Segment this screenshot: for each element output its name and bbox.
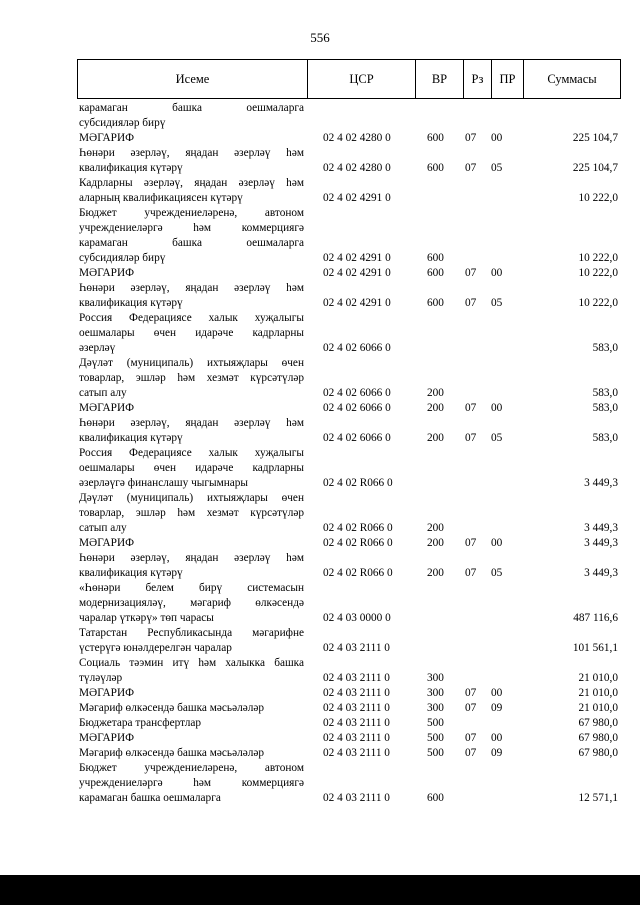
row-name xyxy=(79,656,304,686)
row-name-line: МӘГАРИФ xyxy=(79,537,135,549)
row-vr: 500 xyxy=(427,732,444,744)
row-name xyxy=(79,101,304,131)
table-row xyxy=(79,446,624,491)
row-name-line: Социаль тәэмин итү һәм халыкка башка xyxy=(79,657,304,669)
row-name-line: МӘГАРИФ xyxy=(79,687,135,699)
row-name-line: Һөнәри әзерләү, яңадан әзерләү һәм xyxy=(79,282,304,294)
row-vr: 600 xyxy=(427,162,444,174)
row-csr: 02 4 02 R066 0 xyxy=(323,537,393,549)
table-row xyxy=(79,176,624,206)
row-name-line: квалификация күтәрү xyxy=(79,432,183,444)
row-name-line: товарлар, эшләр һәм хезмәт күрсәтүләр xyxy=(79,507,304,519)
row-rz: 07 xyxy=(465,267,477,279)
row-name-line: субсидияләр бирү xyxy=(79,117,166,129)
row-name-line: квалификация күтәрү xyxy=(79,162,183,174)
row-sum: 583,0 xyxy=(592,387,618,399)
scan-border xyxy=(0,875,640,905)
row-csr: 02 4 02 6066 0 xyxy=(323,342,391,354)
header-rz: Рз xyxy=(464,60,492,98)
table-row xyxy=(79,206,624,266)
table-row xyxy=(79,131,624,146)
row-rz: 07 xyxy=(465,747,477,759)
row-name-line: әзерләүгә финанслашу чыгымнары xyxy=(79,477,249,489)
row-name xyxy=(79,761,304,806)
row-rz: 07 xyxy=(465,297,477,309)
row-sum: 10 222,0 xyxy=(578,252,618,264)
row-pr: 05 xyxy=(491,297,503,309)
row-rz: 07 xyxy=(465,132,477,144)
row-csr: 02 4 02 4280 0 xyxy=(323,162,391,174)
row-sum: 67 980,0 xyxy=(578,747,618,759)
row-name xyxy=(79,131,304,146)
row-pr: 00 xyxy=(491,732,503,744)
row-name-line: МӘГАРИФ xyxy=(79,132,135,144)
row-name-line: Россия Федерациясе халык хуҗалыгы xyxy=(79,447,304,459)
row-rz: 07 xyxy=(465,732,477,744)
row-name xyxy=(79,206,304,266)
row-name-line: товарлар, эшләр һәм хезмәт күрсәтүләр xyxy=(79,372,304,384)
row-name-line: учреждениеләргә һәм коммерциягә xyxy=(79,222,304,234)
row-name xyxy=(79,746,304,761)
row-name-line: Һөнәри әзерләү, яңадан әзерләү һәм xyxy=(79,147,304,159)
row-name xyxy=(79,416,304,446)
table-row xyxy=(79,356,624,401)
table-row xyxy=(79,416,624,446)
row-name xyxy=(79,446,304,491)
row-name-line: сатып алу xyxy=(79,387,127,399)
table-row xyxy=(79,536,624,551)
row-csr: 02 4 02 6066 0 xyxy=(323,387,391,399)
row-name xyxy=(79,716,304,731)
row-rz: 07 xyxy=(465,432,477,444)
row-name xyxy=(79,176,304,206)
row-sum: 21 010,0 xyxy=(578,687,618,699)
row-name xyxy=(79,686,304,701)
row-vr: 600 xyxy=(427,252,444,264)
page-number: 556 xyxy=(310,30,330,45)
row-vr: 600 xyxy=(427,267,444,279)
row-pr: 00 xyxy=(491,687,503,699)
row-csr: 02 4 02 4291 0 xyxy=(323,252,391,264)
row-vr: 600 xyxy=(427,792,444,804)
table-row xyxy=(79,266,624,281)
row-name-line: Бюджетара трансфертлар xyxy=(79,717,202,729)
row-sum: 3 449,3 xyxy=(584,477,618,489)
row-pr: 00 xyxy=(491,132,503,144)
row-rz: 07 xyxy=(465,162,477,174)
row-name-line: модернизацияләү, мәгариф өлкәсендә xyxy=(79,597,304,609)
row-name xyxy=(79,581,304,626)
row-csr: 02 4 02 R066 0 xyxy=(323,567,393,579)
table-row xyxy=(79,656,624,686)
row-sum: 3 449,3 xyxy=(584,567,618,579)
row-sum: 225 104,7 xyxy=(572,132,618,144)
row-sum: 12 571,1 xyxy=(578,792,618,804)
table-row xyxy=(79,101,624,131)
row-name xyxy=(79,701,304,716)
row-sum: 21 010,0 xyxy=(578,702,618,714)
table-body xyxy=(79,101,624,806)
row-vr: 300 xyxy=(427,702,444,714)
table-row xyxy=(79,731,624,746)
row-name xyxy=(79,311,304,356)
row-csr: 02 4 03 2111 0 xyxy=(323,717,390,729)
row-rz: 07 xyxy=(465,567,477,579)
row-name xyxy=(79,626,304,656)
row-name-line: карамаган башка оешмаларга xyxy=(79,237,304,249)
row-name-line: учреждениеләргә һәм коммерциягә xyxy=(79,777,304,789)
row-csr: 02 4 03 2111 0 xyxy=(323,792,390,804)
table-row xyxy=(79,701,624,716)
row-name-line: Кадрларны әзерләү, яңадан әзерләү һәм xyxy=(79,177,304,189)
row-vr: 600 xyxy=(427,297,444,309)
row-vr: 200 xyxy=(427,522,444,534)
row-name-line: Мәгариф өлкәсендә башка мәсьәләләр xyxy=(79,702,265,714)
row-csr: 02 4 02 4291 0 xyxy=(323,192,391,204)
row-name-line: Россия Федерациясе халык хуҗалыгы xyxy=(79,312,304,324)
row-vr: 200 xyxy=(427,387,444,399)
row-name-line: Татарстан Республикасында мәгарифне xyxy=(79,627,304,639)
row-vr: 500 xyxy=(427,717,444,729)
table-row xyxy=(79,626,624,656)
row-name-line: квалификация күтәрү xyxy=(79,567,183,579)
table-row xyxy=(79,311,624,356)
row-vr: 600 xyxy=(427,132,444,144)
row-sum: 10 222,0 xyxy=(578,297,618,309)
row-name-line: МӘГАРИФ xyxy=(79,402,135,414)
row-pr: 05 xyxy=(491,567,503,579)
row-sum: 21 010,0 xyxy=(578,672,618,684)
row-csr: 02 4 03 2111 0 xyxy=(323,747,390,759)
row-sum: 3 449,3 xyxy=(584,522,618,534)
row-name xyxy=(79,536,304,551)
row-name-line: Бюджет учреждениеләренә, автоном xyxy=(79,207,304,219)
row-name xyxy=(79,281,304,311)
row-csr: 02 4 02 6066 0 xyxy=(323,432,391,444)
row-name-line: Мәгариф өлкәсендә башка мәсьәләләр xyxy=(79,747,265,759)
row-name-line: оешмалары өчен идарәче кадрларны xyxy=(79,327,304,339)
row-pr: 09 xyxy=(491,702,503,714)
row-csr: 02 4 02 4291 0 xyxy=(323,297,391,309)
row-rz: 07 xyxy=(465,687,477,699)
row-csr: 02 4 02 R066 0 xyxy=(323,522,393,534)
row-sum: 487 116,6 xyxy=(573,612,618,624)
table-row xyxy=(79,401,624,416)
row-rz: 07 xyxy=(465,537,477,549)
row-name-line: МӘГАРИФ xyxy=(79,267,135,279)
row-name-line: Һөнәри әзерләү, яңадан әзерләү һәм xyxy=(79,552,304,564)
row-pr: 00 xyxy=(491,267,503,279)
row-name xyxy=(79,491,304,536)
row-name xyxy=(79,731,304,746)
row-pr: 05 xyxy=(491,432,503,444)
row-name-line: карамаган башка оешмаларга xyxy=(79,102,304,114)
row-csr: 02 4 03 2111 0 xyxy=(323,702,390,714)
row-name-line: Дәүләт (муниципаль) ихтыяҗлары өчен xyxy=(79,357,304,369)
row-sum: 10 222,0 xyxy=(578,267,618,279)
row-rz: 07 xyxy=(465,702,477,714)
row-sum: 67 980,0 xyxy=(578,717,618,729)
row-vr: 300 xyxy=(427,672,444,684)
row-pr: 00 xyxy=(491,402,503,414)
row-name-line: чаралар үткәрү» төп чарасы xyxy=(79,612,214,624)
row-vr: 500 xyxy=(427,747,444,759)
row-vr: 300 xyxy=(427,687,444,699)
row-name-line: субсидияләр бирү xyxy=(79,252,166,264)
table-row xyxy=(79,146,624,176)
row-vr: 200 xyxy=(427,402,444,414)
row-csr: 02 4 02 6066 0 xyxy=(323,402,391,414)
row-sum: 101 561,1 xyxy=(572,642,618,654)
row-sum: 583,0 xyxy=(592,342,618,354)
row-name xyxy=(79,551,304,581)
row-name-line: «Һөнәри белем бирү системасын xyxy=(79,582,304,594)
row-name xyxy=(79,266,304,281)
header-name: Исеме xyxy=(78,60,308,98)
row-name-line: әзерләү xyxy=(79,342,116,354)
row-sum: 10 222,0 xyxy=(578,192,618,204)
row-csr: 02 4 03 2111 0 xyxy=(323,642,390,654)
row-vr: 200 xyxy=(427,567,444,579)
header-csr: ЦСР xyxy=(308,60,416,98)
row-vr: 200 xyxy=(427,537,444,549)
row-csr: 02 4 03 0000 0 xyxy=(323,612,391,624)
table-row xyxy=(79,761,624,806)
table-row xyxy=(79,491,624,536)
table-header xyxy=(77,59,621,99)
row-name-line: Һөнәри әзерләү, яңадан әзерләү һәм xyxy=(79,417,304,429)
table-row xyxy=(79,686,624,701)
header-sum: Суммасы xyxy=(547,72,597,86)
row-name-line: түләүләр xyxy=(79,672,123,684)
row-pr: 00 xyxy=(491,537,503,549)
row-name-line: Бюджет учреждениеләренә, автоном xyxy=(79,762,304,774)
row-csr: 02 4 02 4280 0 xyxy=(323,132,391,144)
row-pr: 09 xyxy=(491,747,503,759)
row-vr: 200 xyxy=(427,432,444,444)
row-sum: 3 449,3 xyxy=(584,537,618,549)
header-vr: ВР xyxy=(416,60,464,98)
row-pr: 05 xyxy=(491,162,503,174)
row-name xyxy=(79,146,304,176)
row-sum: 67 980,0 xyxy=(578,732,618,744)
row-rz: 07 xyxy=(465,402,477,414)
row-csr: 02 4 02 R066 0 xyxy=(323,477,393,489)
table-row xyxy=(79,551,624,581)
row-sum: 583,0 xyxy=(592,432,618,444)
row-name xyxy=(79,356,304,401)
row-csr: 02 4 02 4291 0 xyxy=(323,267,391,279)
row-name-line: үстерүгә юнәлдерелгән чаралар xyxy=(79,642,232,654)
row-name-line: МӘГАРИФ xyxy=(79,732,135,744)
header-pr: ПР xyxy=(492,60,524,98)
row-name-line: аларның квалификациясен күтәрү xyxy=(79,192,243,204)
table-row xyxy=(79,281,624,311)
row-name-line: сатып алу xyxy=(79,522,127,534)
table-row xyxy=(79,581,624,626)
row-name-line: карамаган башка оешмаларга xyxy=(79,792,221,804)
row-name-line: оешмалары өчен идарәче кадрларны xyxy=(79,462,304,474)
row-sum: 225 104,7 xyxy=(572,162,618,174)
row-name-line: Дәүләт (муниципаль) ихтыяҗлары өчен xyxy=(79,492,304,504)
table-row xyxy=(79,746,624,761)
row-name xyxy=(79,401,304,416)
row-csr: 02 4 03 2111 0 xyxy=(323,732,390,744)
row-csr: 02 4 03 2111 0 xyxy=(323,672,390,684)
row-sum: 583,0 xyxy=(592,402,618,414)
row-csr: 02 4 03 2111 0 xyxy=(323,687,390,699)
table-row xyxy=(79,716,624,731)
row-name-line: квалификация күтәрү xyxy=(79,297,183,309)
